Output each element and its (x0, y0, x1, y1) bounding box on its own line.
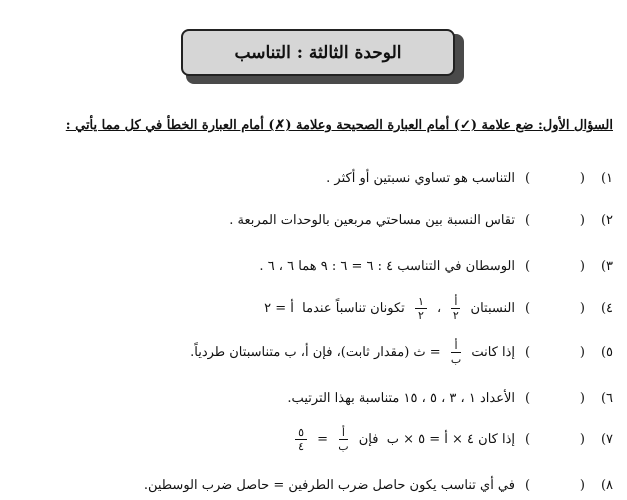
item-text-post: = ث (مقدار ثابت)، فإن أ، ب متناسبتان طردياً. (190, 344, 441, 360)
fraction-numerator: أ (339, 426, 348, 440)
fraction-numerator: ١ (415, 295, 427, 309)
answer-box[interactable]: ( ) (525, 300, 585, 316)
fraction-denominator: ب (338, 439, 349, 453)
answer-box[interactable]: ( ) (525, 431, 585, 447)
list-item (13, 424, 613, 454)
item-text-mid: = (317, 431, 329, 447)
answer-box[interactable]: ( ) (525, 258, 585, 274)
fraction-denominator: ٢ (452, 308, 459, 322)
fraction-numerator: أ (451, 339, 460, 353)
fraction (338, 426, 348, 453)
answer-box[interactable]: ( ) (525, 477, 585, 493)
item-number: ٤) (600, 300, 613, 316)
item-number: ٦) (600, 390, 613, 406)
fraction-numerator: ٥ (295, 426, 307, 440)
item-number: ٨) (600, 477, 613, 493)
item-text-pre: إذا كان ٤ × أ = ٥ × ب فإن (358, 431, 515, 447)
item-number: ٢) (600, 212, 613, 228)
item-text-post: تكونان تناسباً عندما أ = ٢ (264, 300, 405, 316)
answer-box[interactable]: ( ) (525, 390, 585, 406)
item-text: الوسطان في التناسب ٤ : ٦ = ٦ : ٩ هما ٦ ، ٦ . (259, 258, 515, 274)
answer-box[interactable]: ( ) (525, 170, 585, 186)
item-text: الأعداد ١ ، ٣ ، ٥ ، ١٥ متناسبة بهذا الترتيب. (287, 390, 515, 406)
item-text: التناسب هو تساوي نسبتين أو أكثر . (326, 170, 515, 186)
unit-title (181, 29, 455, 76)
item-number: ٥) (600, 344, 613, 360)
answer-box[interactable]: ( ) (525, 344, 585, 360)
item-text-mid: ، (437, 300, 442, 316)
fraction (295, 426, 307, 453)
unit-title-text: الوحدة الثالثة : التناسب (234, 42, 402, 63)
item-number: ٣) (600, 258, 613, 274)
fraction-denominator: ب (450, 352, 462, 366)
fraction (415, 295, 427, 322)
item-number: ١) (600, 170, 613, 186)
list-item (13, 205, 613, 235)
item-text (264, 295, 515, 322)
question-heading: السؤال الأول: ضع علامة (✓) أمام العبارة الصحيحة وعلامة (✗) أمام العبارة الخطأ في كل مما يأتي : (65, 118, 613, 133)
list-item (13, 293, 613, 323)
item-text (289, 426, 515, 453)
fraction-denominator: ٤ (298, 439, 305, 453)
item-text (190, 339, 515, 366)
fraction (451, 339, 461, 366)
fraction-denominator: ٢ (417, 308, 424, 322)
item-text-pre: إذا كانت (471, 344, 515, 360)
list-item (13, 163, 613, 193)
fraction-numerator: أ (451, 295, 460, 309)
item-number: ٧) (600, 431, 613, 447)
list-item (13, 251, 613, 281)
item-text: تقاس النسبة بين مساحتي مربعين بالوحدات المربعة . (229, 212, 515, 228)
item-text: في أي تناسب يكون حاصل ضرب الطرفين = حاصل ضرب الوسطين. (143, 477, 515, 493)
item-text-pre: النسبتان (470, 300, 515, 316)
list-item (13, 470, 613, 500)
answer-box[interactable]: ( ) (525, 212, 585, 228)
fraction (451, 295, 460, 322)
list-item (13, 337, 613, 367)
list-item (13, 383, 613, 413)
